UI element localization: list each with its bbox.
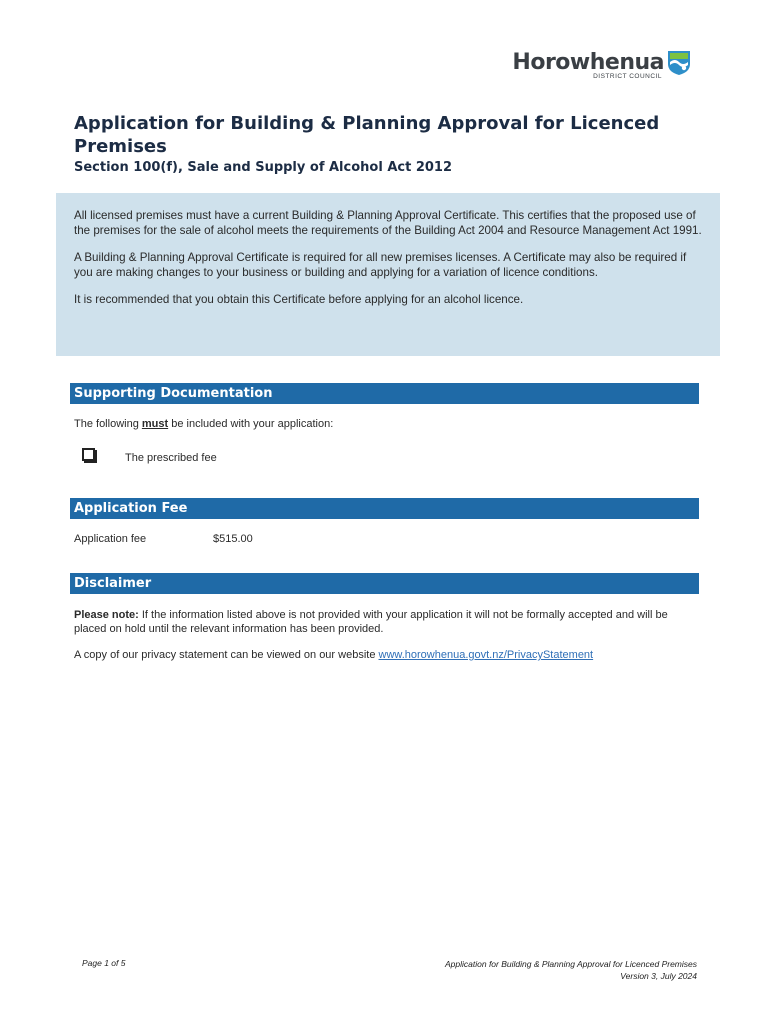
supporting-intro-after: be included with your application: bbox=[168, 418, 334, 430]
supporting-intro-must: must bbox=[141, 418, 169, 430]
supporting-intro-before: The following bbox=[74, 418, 142, 430]
info-paragraph-1: All licensed premises must have a current Building & Planning Approval Certificate. This certifies that the proposed use of the premises for the sale of alcohol meets the requirements of the Building Act 2004 and Resource Management Act 1991. bbox=[74, 209, 702, 237]
footer-version: Version 3, July 2024 bbox=[620, 971, 697, 981]
page-title: Application for Building & Planning Approval for Licenced Premises bbox=[74, 113, 660, 157]
prescribed-fee-checkbox[interactable] bbox=[82, 448, 95, 461]
application-fee-heading: Application Fee bbox=[70, 498, 699, 519]
application-fee-value: $515.00 bbox=[213, 533, 253, 545]
application-fee-label: Application fee bbox=[74, 533, 147, 545]
prescribed-fee-label: The prescribed fee bbox=[125, 452, 217, 464]
privacy-link[interactable]: www.horowhenua.govt.nz/PrivacyStatement bbox=[378, 649, 594, 661]
supporting-intro bbox=[74, 417, 333, 431]
info-paragraph-2: A Building & Planning Approval Certificate is required for all new premises licenses. A Certificate may also be required if you are making changes to your business or building and applying for a variation of licence conditions. bbox=[74, 251, 687, 279]
horowhenua-logo-mark-icon bbox=[666, 48, 692, 76]
footer-doc-info bbox=[445, 958, 697, 982]
logo-wordmark: Horowhenua bbox=[512, 49, 664, 75]
disclaimer-note bbox=[74, 608, 694, 636]
page-subtitle: Section 100(f), Sale and Supply of Alcohol Act 2012 bbox=[74, 160, 453, 175]
disclaimer-heading: Disclaimer bbox=[70, 573, 699, 594]
info-paragraph-3: It is recommended that you obtain this Certificate before applying for an alcohol licence. bbox=[74, 293, 524, 306]
disclaimer-note-label: Please note: bbox=[74, 609, 139, 621]
council-logo bbox=[512, 48, 692, 80]
info-box bbox=[56, 193, 720, 356]
privacy-text: A copy of our privacy statement can be viewed on our website bbox=[74, 649, 379, 661]
footer-doc-title: Application for Building & Planning Approval for Licenced Premises bbox=[445, 959, 697, 969]
privacy-statement bbox=[74, 649, 593, 661]
supporting-documentation-heading: Supporting Documentation bbox=[70, 383, 699, 404]
footer-page-number: Page 1 of 5 bbox=[82, 958, 126, 968]
disclaimer-note-text: If the information listed above is not provided with your application it will not be formally accepted and will be placed on hold until the relevant information has been provided. bbox=[74, 609, 668, 635]
logo-subtitle: DISTRICT COUNCIL bbox=[593, 73, 662, 80]
